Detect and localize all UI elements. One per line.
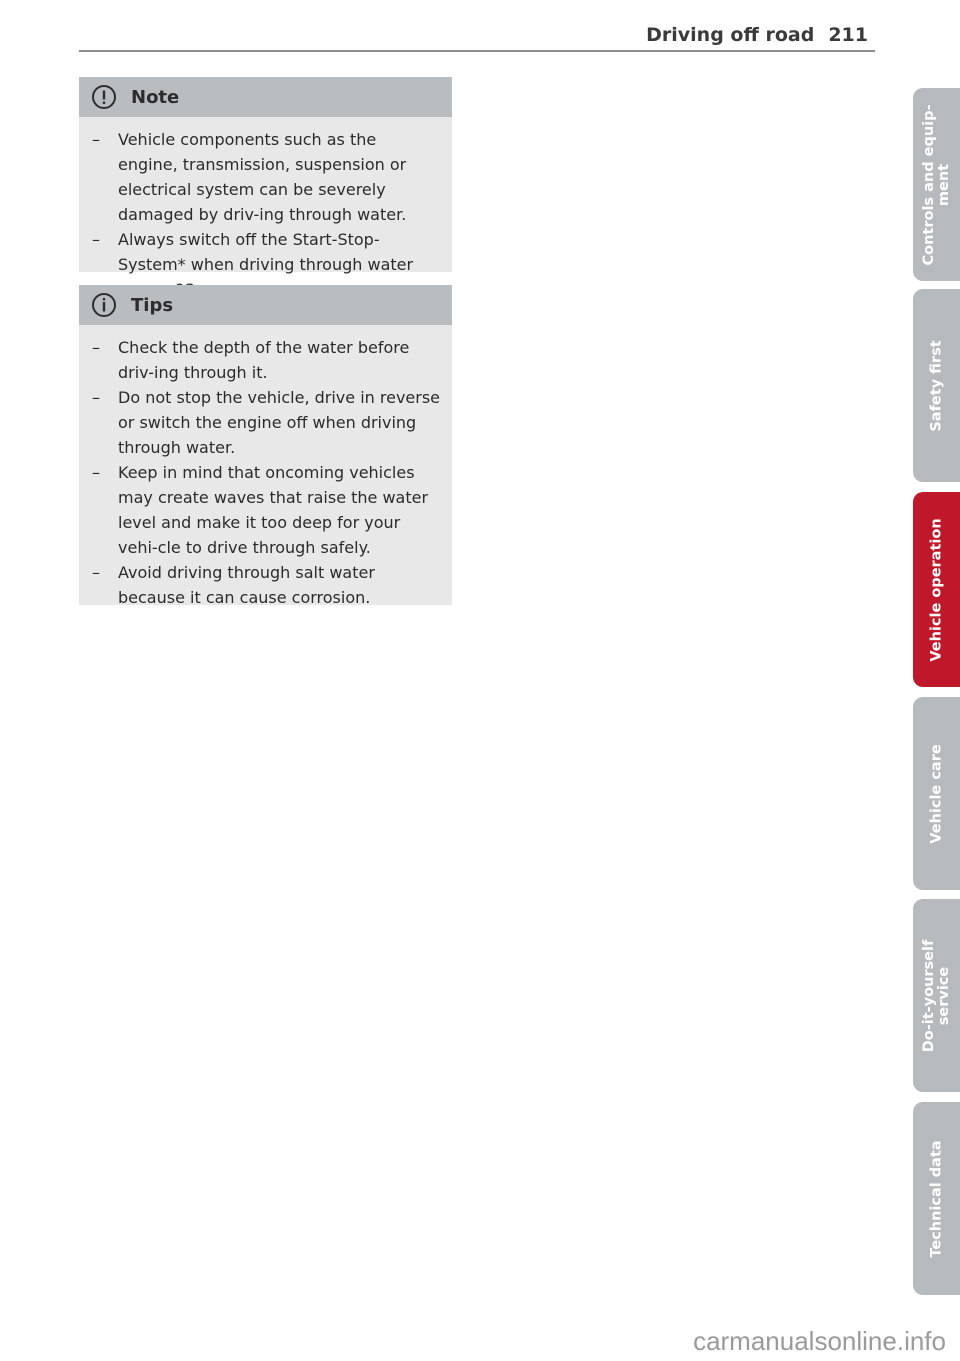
side-tab-safety[interactable]: Safety first	[913, 289, 960, 482]
tips-box	[79, 285, 452, 605]
tips-header	[79, 285, 452, 325]
watermark: carmanualsonline.info	[693, 1326, 946, 1356]
note-title: Note	[131, 86, 180, 108]
side-tab-vehicle-operation[interactable]: Vehicle operation	[913, 492, 960, 687]
warning-circle-icon	[91, 84, 117, 110]
tips-title: Tips	[131, 294, 174, 316]
side-tab-do-it-yourself[interactable]: Do-it-yourself service	[913, 899, 960, 1092]
note-header	[79, 77, 452, 117]
side-tab-vehicle-care[interactable]: Vehicle care	[913, 697, 960, 890]
side-tab-controls[interactable]: Controls and equip- ment	[913, 88, 960, 281]
note-box	[79, 77, 452, 272]
list-item: – Avoid driving through salt water because it can cause corrosion.	[92, 563, 375, 607]
list-item: – Vehicle components such as the engine, transmission, suspension or electrical system can be severely damaged by driv-ing through water.	[92, 130, 407, 224]
section-title: Driving off road	[646, 24, 815, 46]
info-circle-icon	[91, 292, 117, 318]
list-item: – Check the depth of the water before driv-ing through it.	[92, 338, 410, 382]
list-item: – Keep in mind that oncoming vehicles may create waves that raise the water level and make it too deep for your vehi-cle to drive through safely.	[92, 463, 429, 557]
list-item: – Do not stop the vehicle, drive in reverse or switch the engine off when driving through water.	[92, 388, 441, 457]
list-item: – Always switch off the Start-Stop-System* when driving through water	[92, 227, 440, 304]
page-number: 211	[828, 24, 868, 46]
side-tab-technical-data[interactable]: Technical data	[913, 1102, 960, 1295]
header-divider	[79, 50, 875, 52]
page-header	[646, 24, 868, 46]
